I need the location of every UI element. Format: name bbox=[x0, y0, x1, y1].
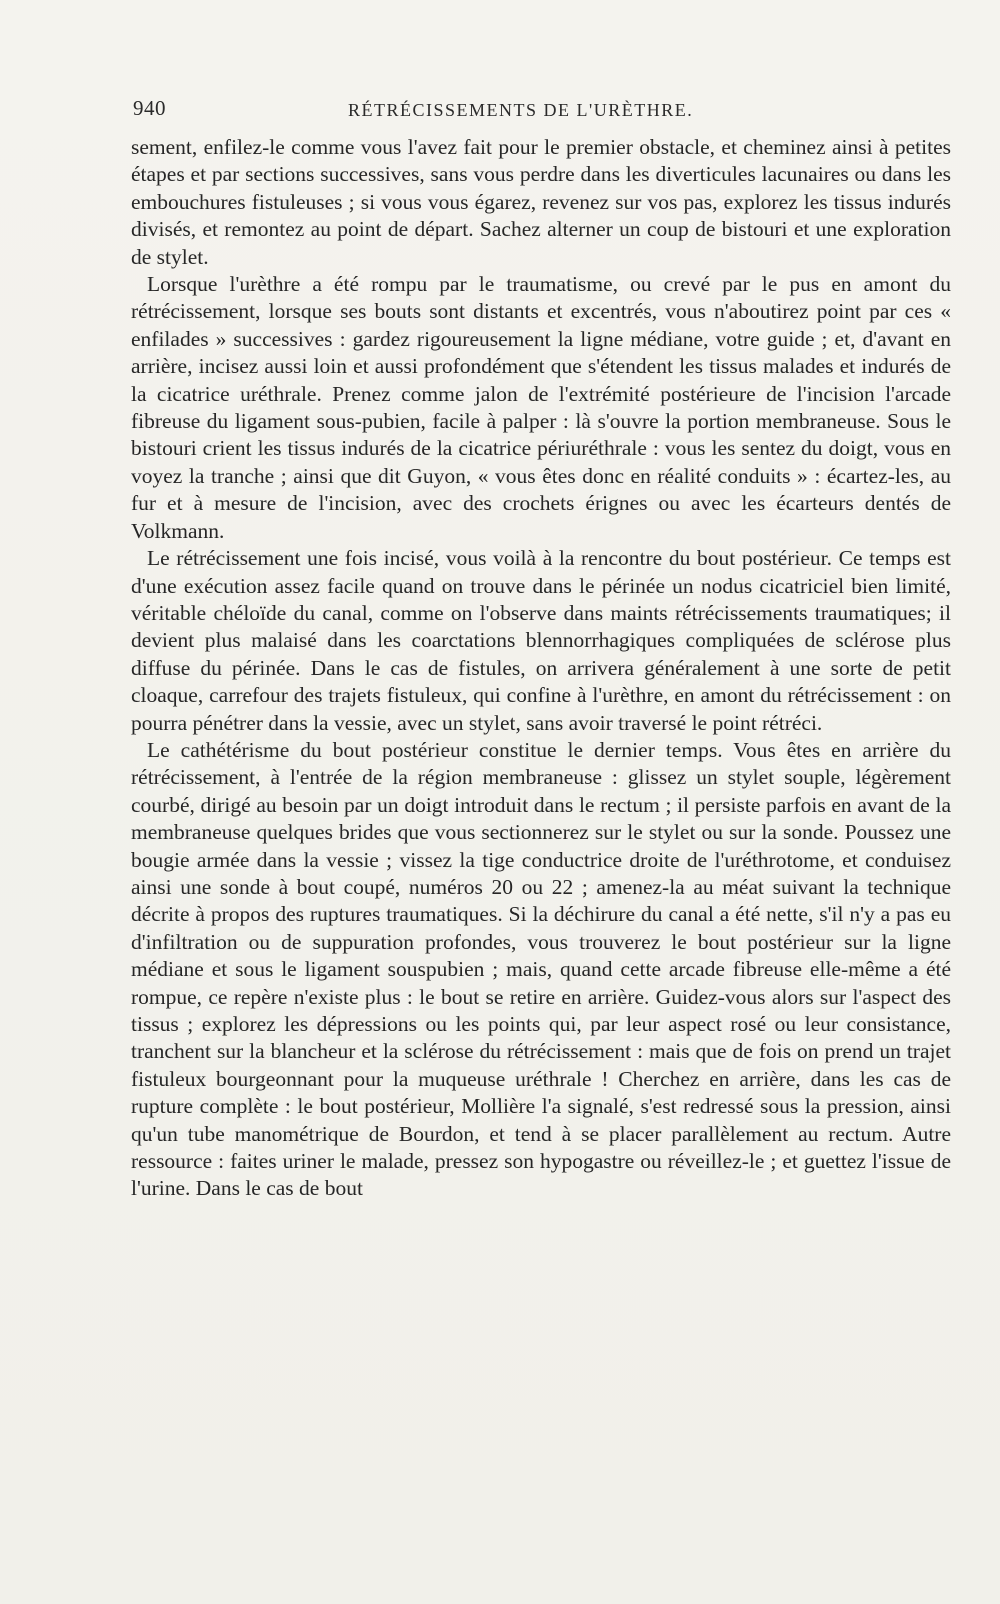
paragraph-1: sement, enfilez-le comme vous l'avez fait pour le premier obstacle, et cheminez ainsi à petites étapes et par sections successives, sans vous perdre dans les diverticules lacunaires ou dans les embouchures fistuleuses ; si vous vous égarez, revenez sur vos pas, explorez les tissus indurés divisés, et remontez au point de départ. Sachez alterner un coup de bistouri et une exploration de stylet. bbox=[131, 135, 951, 269]
paragraph-2: Lorsque l'urèthre a été rompu par le traumatisme, ou crevé par le pus en amont du rétrécissement, lorsque ses bouts sont distants et excentrés, vous n'aboutirez point par ces « enfilades » successives : gardez rigoureusement la ligne médiane, votre guide ; et, d'avant en arrière, incisez aussi loin et aussi profondément que s'étendent les tissus malades et indurés de la cicatrice uréthrale. Prenez comme jalon de l'extrémité postérieure de l'incision l'arcade fibreuse du ligament sous-pubien, facile à palper : là s'ouvre la portion membraneuse. Sous le bistouri crient les tissus indurés de la cicatrice périuréthrale : vous les sentez du doigt, vous en voyez la tranche ; ainsi que dit Guyon, « vous êtes donc en réalité conduits » : écartez-les, au fur et à mesure de l'incision, avec des crochets érignes ou avec les écarteurs dentés de Volkmann. bbox=[131, 272, 951, 543]
running-head bbox=[133, 96, 733, 126]
paragraph-4: Le cathétérisme du bout postérieur constitue le dernier temps. Vous êtes en arrière du rétrécissement, à l'entrée de la région membraneuse : glissez un stylet souple, légèrement courbé, dirigé au besoin par un doigt introduit dans le rectum ; il persiste parfois en avant de la membraneuse quelques brides que vous sectionnerez sur le stylet ou sur la sonde. Poussez une bougie armée dans la vessie ; vissez la tige conductrice droite de l'uréthrotome, et conduisez ainsi une sonde à bout coupé, numéros 20 ou 22 ; amenez-la au méat suivant la technique décrite à propos des ruptures traumatiques. Si la déchirure du canal a été nette, s'il n'y a pas eu d'infiltration ou de suppuration profondes, vous trouverez le bout postérieur sur la ligne médiane et sous le ligament souspubien ; mais, quand cette arcade fibreuse elle-même a été rompue, ce repère n'existe plus : le bout se retire en arrière. Guidez-vous alors sur l'aspect des tissus ; explorez les dépressions ou les points qui, par leur aspect rosé ou leur consistance, tranchent sur la blancheur et la sclérose du rétrécissement : mais que de fois on prend un trajet fistuleux bourgeonnant pour la muqueuse uréthrale ! Cherchez en arrière, dans les cas de rupture complète : le bout postérieur, Mollière l'a signalé, s'est redressé sous la pression, ainsi qu'un tube manométrique de Bourdon, et tend à se placer parallèlement au rectum. Autre ressource : faites uriner le malade, pressez son hypogastre ou réveillez-le ; et guettez l'issue de l'urine. Dans le cas de bout bbox=[131, 737, 951, 1201]
paragraph-3: Le rétrécissement une fois incisé, vous voilà à la rencontre du bout postérieur. Ce temps est d'une exécution assez facile quand on trouve dans le périnée un nodus cicatriciel bien limité, véritable chéloïde du canal, comme on l'observe dans maints rétrécissements traumatiques; il devient plus malaisé dans les coarctations blennorrhagiques compliquées de sclérose plus diffuse du périnée. Dans le cas de fistules, on arrivera généralement à une sorte de petit cloaque, carrefour des trajets fistuleux, qui confine à l'urèthre, en amont du rétrécissement : on pourra pénétrer dans la vessie, avec un stylet, sans avoir traversé le point rétréci. bbox=[131, 546, 951, 735]
body-text bbox=[131, 134, 951, 1203]
page-number: 940 bbox=[133, 96, 166, 120]
running-title: RÉTRÉCISSEMENTS DE L'URÈTHRE. bbox=[348, 100, 694, 120]
